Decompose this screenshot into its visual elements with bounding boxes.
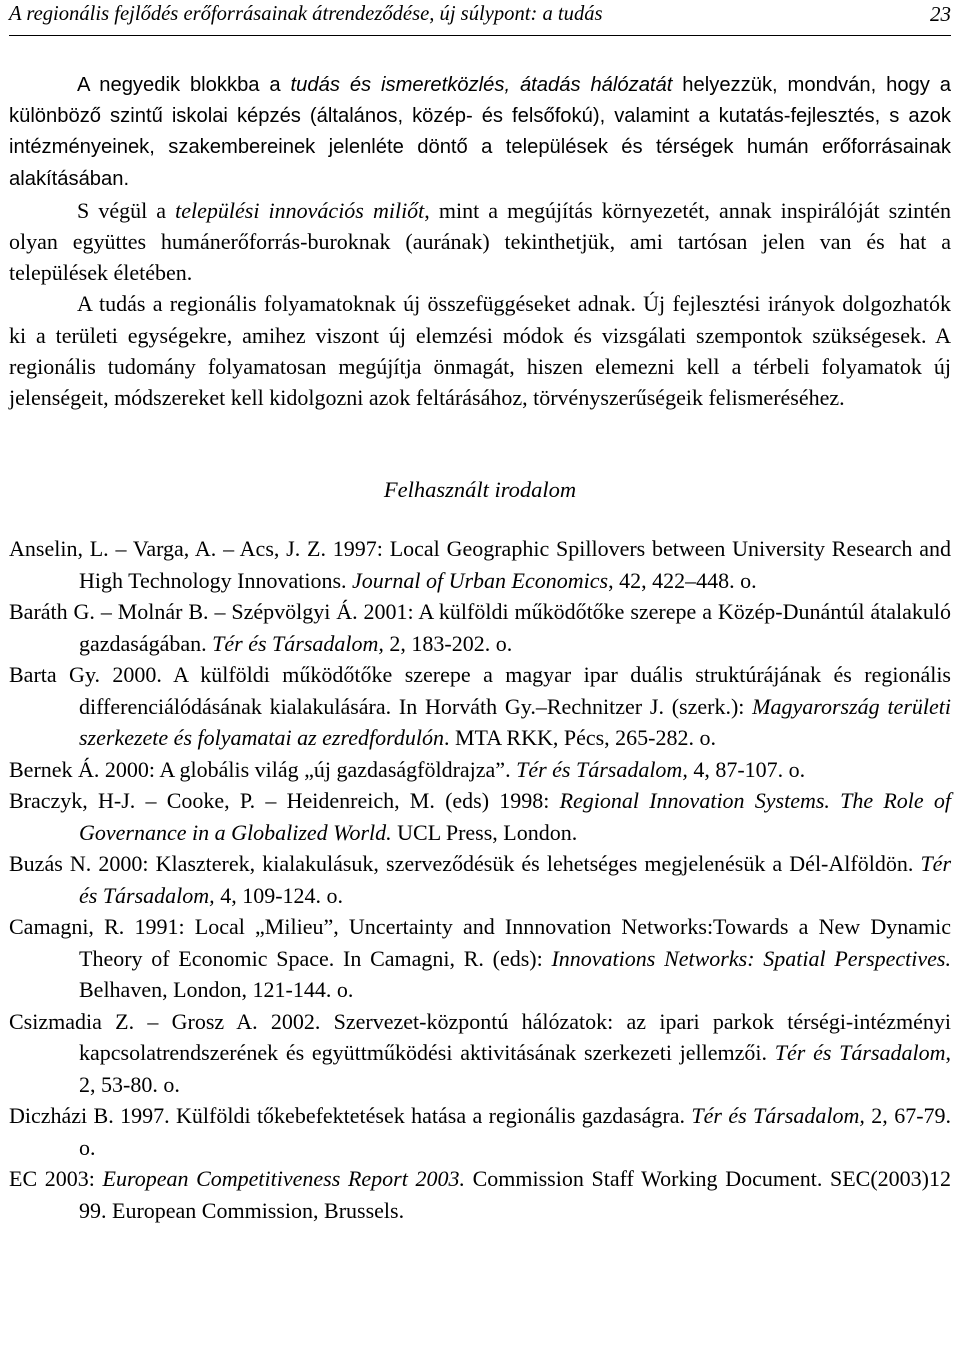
body-text [9,70,951,413]
text-run: helyezzük, mondván, hogy a különböző szintű iskolai képzés (általános, közép- és felsőfokú), valamint a kutatás-fejlesztés, s azok intézményeinek, szakembereinek jelenléte döntő a települések és térségek humán erőforrásainak alakításában. [9,74,951,190]
text-run-italic: Regional Innovation Systems. The Role of Governance in a Globalized World. [79,788,951,845]
reference-item [9,848,951,911]
text-run: Barta Gy. 2000. A külföldi működőtőke szerepe a magyar ipar duális struktúrájának és regionális differenciálódásának kialakulására. In Horváth Gy.–Rechnitzer J. (szerk.): [9,662,951,719]
text-run: Diczházi B. 1997. Külföldi tőkebefektetések hatása a regionális gazdaságra. [9,1103,692,1129]
text-run: Braczyk, H-J. – Cooke, P. – Heidenreich, M. (eds) 1998: [9,788,560,814]
text-run: A negyedik blokkba a [77,74,291,96]
text-run: S végül a [77,197,176,223]
text-run-italic: Tér és Társadalom, [691,1103,865,1129]
reference-item [9,754,951,786]
text-run: , 2, 53-80. o. [79,1040,952,1097]
text-run: EC 2003: [9,1166,103,1192]
text-run: . MTA RKK, Pécs, 265-282. o. [443,725,716,751]
reference-item [9,1006,951,1101]
text-run: A tudás a regionális folyamatoknak új összefüggéseket adnak. Új fejlesztési irányok dolgozhatók ki a területi egységekre, amihez viszont új elemzési módok és vizsgálati szempontok szükségesek. A regionális tudomány folyamatosan megújítja önmagát, hiszen elemezni kell a térbeli folyamatok új jelenségeit, módszereket kell kidolgozni azok feltárásához, törvényszerűségeik felismeréséhez. [9,291,951,411]
text-run: Belhaven, London, 121-144. o. [79,977,354,1003]
page-number: 23 [930,2,951,26]
text-run-italic: Innovations Networks: Spatial Perspectives. [551,945,951,971]
paragraph [9,288,951,413]
text-run: 4, 87-107. o. [687,756,806,782]
text-run-italic: települési innovációs miliőt [175,197,425,223]
text-run: Bernek Á. 2000: A globális világ „új gazdaságföldrajza”. [9,756,517,782]
running-header [9,0,951,36]
text-run: Baráth G. – Molnár B. – Szépvölgyi Á. 2001: A külföldi működőtőke szerepe a Közép-Dunántúl átalakuló gazdaságában. [9,599,951,656]
text-run: 2, 183-202. o. [383,630,513,656]
document-page [9,0,951,1226]
reference-item [9,596,951,659]
text-run: , 42, 422–448. o. [608,567,757,593]
text-run: 4, 109-124. o. [214,882,344,908]
text-run: UCL Press, London. [391,819,578,845]
text-run: 2, 67-79. o. [79,1103,952,1160]
running-header-title: A regionális fejlődés erőforrásainak átrendeződése, új súlypont: a tudás [9,3,603,25]
text-run-italic: Journal of Urban Economics [352,567,609,593]
text-run-italic: tudás és ismeretközlés, átadás hálózatát [290,74,673,96]
text-run-italic: Tér és Társadalom [774,1040,946,1066]
text-run: Csizmadia Z. – Grosz A. 2002. Szervezet-központú hálózatok: az ipari parkok térségi-intézményi kapcsolatrendszerének és együttműködési aktivitásának szerkezeti jellemzői. [9,1008,951,1066]
paragraph [9,70,951,195]
text-run: Anselin, L. – Varga, A. – Acs, J. Z. 1997: Local Geographic Spillovers between University Research and High Technology Innovations. [9,536,951,593]
reference-item [9,911,951,1006]
text-run-italic: Tér és Társadalom, [79,851,951,908]
text-run: Commission Staff Working Document. SEC(2003)12 99. European Commission, Brussels. [79,1166,951,1223]
reference-item [9,533,951,596]
text-run-italic: Tér és Társadalom, [516,756,688,782]
reference-item [9,1163,951,1226]
text-run: Buzás N. 2000: Klaszterek, kialakulásuk, szerveződésük és lehetséges megjelenésük a Dél-Alföldön. [9,851,921,877]
text-run-italic: Tér és Társadalom, [212,630,384,656]
reference-item [9,785,951,848]
paragraph [9,195,951,289]
reference-item [9,659,951,754]
reference-item [9,1100,951,1163]
text-run: Camagni, R. 1991: Local „Milieu”, Uncertainty and Innnovation Networks:Towards a New Dynamic Theory of Economic Space. In Camagni, R. (eds): [9,914,951,971]
text-run-italic: European Competitiveness Report 2003. [102,1166,465,1192]
text-run: , mint a megújítás környezetét, annak inspirálóját szintén olyan együttes humánerőforrás-buroknak (aurának) tekinthetjük, ami tartósan jelen van és hat a települések életében. [9,197,951,286]
references-heading: Felhasznált irodalom [383,477,577,503]
text-run-italic: Magyarország területi szerkezete és folyamatai az ezredfordulón [79,693,951,751]
reference-list [9,533,951,1226]
